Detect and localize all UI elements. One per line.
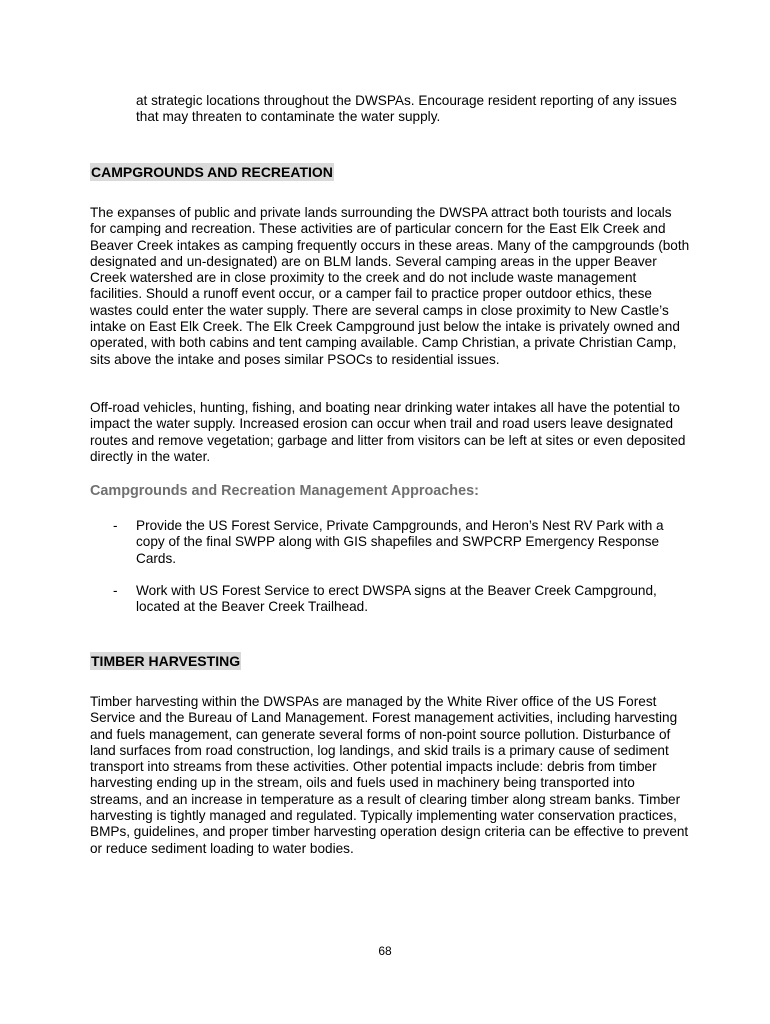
campgrounds-paragraph-1: The expanses of public and private lands surrounding the DWSPA attract both tourists and locals for camping and recreation. These activities are of particular concern for the East Elk Creek and Beaver Creek intakes as camping frequently occurs in these areas. Many of the campgrounds (both designated and un-designated) are on BLM lands. Several camping areas in the upper Beaver Creek watershed are in close proximity to the creek and do not include waste management facilities. Should a runoff event occur, or a camper fail to practice proper outdoor ethics, these wastes could enter the water supply. There are several camps in close proximity to New Castle’s intake on East Elk Creek. The Elk Creek Campground just below the intake is privately owned and operated, with both cabins and tent camping available. Camp Christian, a private Christian Camp, sits above the intake and poses similar PSOCs to residential issues. xyxy=(90,205,690,367)
bullet-item-1: Provide the US Forest Service, Private Campgrounds, and Heron’s Nest RV Park with a copy of the final SWPP along with GIS shapefiles and SWPCRP Emergency Response Cards. xyxy=(136,518,664,566)
campgrounds-paragraph-2: Off-road vehicles, hunting, fishing, and boating near drinking water intakes all have the potential to impact the water supply. Increased erosion can occur when trail and road users leave designated routes and remove vegetation; garbage and litter from visitors can be left at sites or even deposited directly in the water. xyxy=(90,400,686,464)
campgrounds-management-subheading: Campgrounds and Recreation Management Approaches: xyxy=(90,483,479,499)
intro-paragraph: at strategic locations throughout the DWSPAs. Encourage resident reporting of any issues that may threaten to contaminate the water supply. xyxy=(136,93,677,125)
section-heading-campgrounds: CAMPGROUNDS AND RECREATION xyxy=(91,164,333,180)
bullet-dash: - xyxy=(113,583,118,598)
timber-paragraph: Timber harvesting within the DWSPAs are managed by the White River office of the US Forest Service and the Bureau of Land Management. Forest management activities, including harvesting and fuels management, can generate several forms of non-point source pollution. Disturbance of land surfaces from road construction, log landings, and skid trails is a primary cause of sediment transport into streams from these activities. Other potential impacts include: debris from timber harvesting ending up in the stream, oils and fuels used in machinery being transported into streams, and an increase in temperature as a result of clearing timber along stream banks. Timber harvesting is tightly managed and regulated. Typically implementing water conservation practices, BMPs, guidelines, and proper timber harvesting operation design criteria can be effective to prevent or reduce sediment loading to water bodies. xyxy=(90,694,689,856)
bullet-dash: - xyxy=(113,518,118,533)
page-number: 68 xyxy=(378,944,392,958)
section-heading-timber: TIMBER HARVESTING xyxy=(91,653,241,669)
bullet-item-2: Work with US Forest Service to erect DWSPA signs at the Beaver Creek Campground, located at the Beaver Creek Trailhead. xyxy=(136,583,657,615)
